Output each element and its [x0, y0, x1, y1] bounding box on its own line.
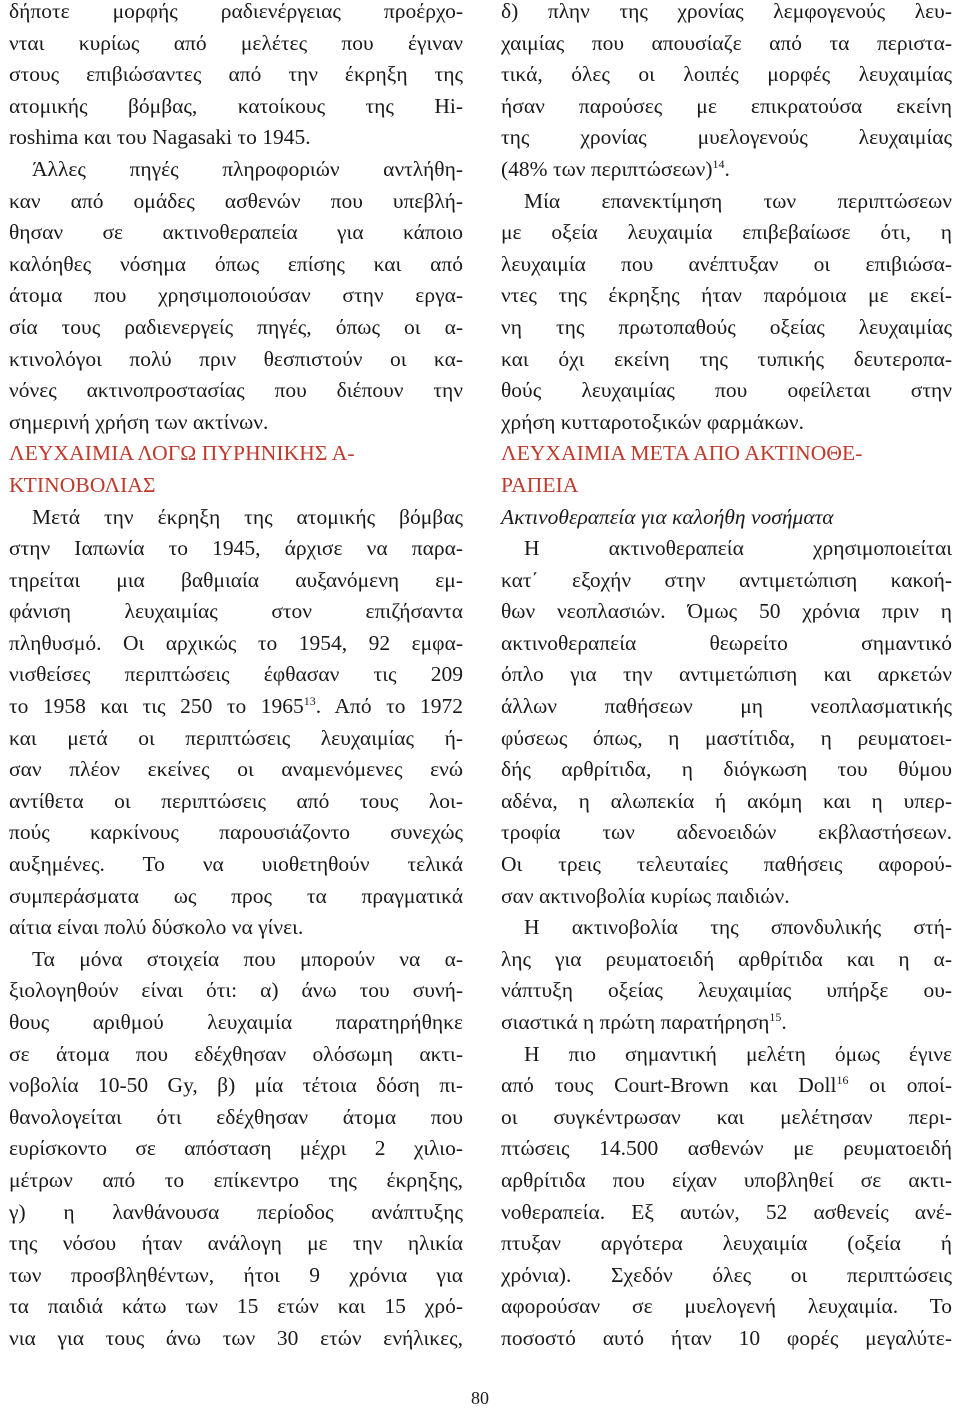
line-text: όπλο για την αντιμετώπιση και αρκετών: [501, 662, 952, 687]
footnote-ref: 16: [836, 1073, 849, 1088]
text-line: [501, 407, 952, 439]
text-line: [9, 1070, 463, 1102]
footnote-ref: 13: [303, 694, 316, 709]
text-line: [501, 217, 952, 249]
text-line: [9, 975, 463, 1007]
line-text: ΡΑΠΕΙΑ: [501, 472, 579, 497]
line-text: φύσεως όπως, η μαστίτιδα, η ρευματοει-: [501, 725, 952, 750]
line-text: λευχαιμία που ανέπτυξαν οι επιβιώσα-: [501, 251, 952, 276]
text-line: [9, 59, 463, 91]
line-text: κατ΄ εξοχήν στην αντιμετώπιση κακοή-: [501, 567, 952, 592]
line-text: μέτρων από το επίκεντρο της έκρηξης,: [9, 1167, 463, 1192]
line-text: Η πιο σημαντική μελέτη όμως έγινε: [524, 1041, 952, 1066]
text-line: [501, 122, 952, 154]
text-line: [9, 754, 463, 786]
line-text: στην Ιαπωνία το 1945, άρχισε να παρα-: [9, 536, 463, 561]
line-text: πτώσεις 14.500 ασθενών με ρευματοειδή: [501, 1136, 952, 1161]
text-line: [9, 407, 463, 439]
line-text: αφορούσαν σε μυελογενή λευχαιμία. Το: [501, 1294, 952, 1319]
line-text: roshima και του Nagasaki το 1945.: [9, 125, 311, 150]
text-line: [501, 912, 952, 944]
text-line: [9, 502, 463, 534]
text-line: [501, 881, 952, 913]
text-line: [9, 849, 463, 881]
text-line: [501, 91, 952, 123]
text-line: [9, 28, 463, 60]
line-text: καλόηθες νόσημα όπως επίσης και από: [9, 251, 463, 276]
text-line: [501, 154, 952, 186]
text-line: [9, 912, 463, 944]
text-line: [501, 1133, 952, 1165]
line-text: τικά, όλες οι λοιπές μορφές λευχαιμίας: [501, 62, 952, 87]
text-line: [501, 723, 952, 755]
text-line: [9, 691, 463, 723]
text-line: [9, 217, 463, 249]
page-number: 80: [471, 1388, 489, 1408]
text-line: [9, 881, 463, 913]
line-text: νη της πρωτοπαθούς οξείας λευχαιμίας: [501, 314, 952, 339]
text-line: [501, 533, 952, 565]
line-text: στους επιβιώσαντες από την έκρηξη της: [9, 62, 463, 87]
line-text: και μετά οι περιπτώσεις λευχαιμίας ή-: [9, 725, 463, 750]
text-line: [501, 312, 952, 344]
line-text-continued: .: [724, 156, 730, 181]
text-line: [501, 1102, 952, 1134]
text-line: [501, 944, 952, 976]
line-text: της χρονίας μυελογενούς λευχαιμίας: [501, 125, 952, 150]
text-line: [9, 1291, 463, 1323]
text-line: [501, 249, 952, 281]
text-line: [501, 1039, 952, 1071]
footnote-ref: 15: [769, 1010, 782, 1024]
section-heading: [501, 438, 952, 470]
line-text: άτομα που χρησιμοποιούσαν στην εργα-: [9, 283, 463, 308]
line-text: δ) πλην της χρονίας λεμφογενούς λευ-: [501, 0, 952, 23]
line-text: καν από ομάδες ασθενών που υπεβλή-: [9, 188, 463, 213]
text-line: [501, 280, 952, 312]
text-line: [501, 1070, 952, 1102]
section-heading: [9, 470, 463, 502]
line-text: ποσοστό αυτό ήταν 10 φορές μεγαλύτε-: [501, 1325, 952, 1350]
line-text: θησαν σε ακτινοθεραπεία για κάποιο: [9, 220, 463, 245]
line-text: νια για τους άνω των 30 ετών ενήλικες,: [9, 1325, 463, 1350]
line-text: νοθεραπεία. Εξ αυτών, 52 ασθενείς ανέ-: [501, 1199, 952, 1224]
text-line: [501, 1260, 952, 1292]
text-line: [9, 944, 463, 976]
text-line: [9, 1228, 463, 1260]
text-line: [9, 1197, 463, 1229]
line-text: αδένα, η αλωπεκία ή ακόμη και η υπερ-: [501, 788, 952, 813]
line-text: ξιολογηθούν είναι ότι: α) άνω του συνή-: [9, 978, 463, 1003]
text-line: [9, 817, 463, 849]
section-heading: [501, 470, 952, 502]
line-text: λης για ρευματοειδή αρθρίτιδα και η α-: [501, 946, 952, 971]
text-line: [9, 1133, 463, 1165]
text-line: [9, 533, 463, 565]
text-line: [9, 786, 463, 818]
text-line: [9, 280, 463, 312]
text-line: [501, 628, 952, 660]
line-text: θούς λευχαιμίας που οφείλεται στην: [501, 378, 952, 403]
text-line: [9, 723, 463, 755]
text-line: [9, 1102, 463, 1134]
text-line: [9, 1260, 463, 1292]
line-text: συμπεράσματα ως προς τα πραγματικά: [9, 883, 463, 908]
text-line: [9, 344, 463, 376]
text-line: [501, 375, 952, 407]
line-text: πούς καρκίνους παρουσιάζοντο συνεχώς: [9, 820, 463, 845]
line-text: Μετά την έκρηξη της ατομικής βόμβας: [32, 504, 463, 529]
line-text-continued: . Από το 1972: [315, 694, 463, 719]
line-text: Τα μόνα στοιχεία που μπορούν να α-: [32, 946, 463, 971]
line-text: δήποτε μορφής ραδιενέργειας προέρχο-: [9, 0, 463, 23]
text-line: [501, 1291, 952, 1323]
text-line: [9, 249, 463, 281]
line-text: σιαστικά η πρώτη παρατήρηση: [501, 1010, 770, 1034]
line-text: ακτινοθεραπεία θεωρείτο σημαντικό: [501, 630, 952, 655]
line-text: τηρείται μια βαθμιαία αυξανόμενη εμ-: [9, 567, 463, 592]
line-text: και όχι εκείνη της τυπικής δευτεροπα-: [501, 346, 952, 371]
line-text: αρθρίτιδα που είχαν υποβληθεί σε ακτι-: [501, 1167, 952, 1192]
text-line: [501, 59, 952, 91]
line-text: Οι τρεις τελευταίες παθήσεις αφορού-: [501, 852, 952, 877]
text-line: [501, 1197, 952, 1229]
text-line: [501, 849, 952, 881]
line-text: (48% των περιπτώσεων): [501, 156, 713, 181]
text-line: [9, 312, 463, 344]
footnote-ref: 14: [712, 156, 725, 171]
line-text: δής αρθρίτιδα, η διόγκωση του θύμου: [501, 757, 952, 782]
line-text: σαν ακτινοβολία κυρίως παιδιών.: [501, 883, 790, 908]
line-text: κτινολόγοι πολύ πριν θεσπιστούν οι κα-: [9, 346, 463, 371]
text-line: [9, 565, 463, 597]
line-text: αυξημένες. Το να υιοθετηθούν τελικά: [9, 852, 463, 877]
line-text: θους αριθμού λευχαιμία παρατηρήθηκε: [9, 1010, 463, 1034]
text-line: [9, 154, 463, 186]
line-text: ευρίσκοντο σε απόσταση μέχρι 2 χιλιο-: [9, 1136, 463, 1161]
text-line: [9, 1323, 463, 1355]
text-line: [501, 565, 952, 597]
text-line: [9, 375, 463, 407]
text-line: [501, 0, 952, 28]
line-text: Η ακτινοβολία της σπονδυλικής στή-: [524, 915, 952, 940]
text-line: [501, 786, 952, 818]
text-line: [501, 344, 952, 376]
text-line: [501, 659, 952, 691]
line-text: Ακτινοθεραπεία για καλοήθη νοσήματα: [501, 504, 834, 529]
line-text: φάνιση λευχαιμίας στον επιζήσαντα: [9, 599, 463, 624]
line-text: τροφία των αδενοειδών εκβλαστήσεων.: [501, 820, 952, 845]
line-text-continued: οι οποί-: [848, 1073, 952, 1098]
line-text: νόνες ακτινοπροστασίας που διέπουν την: [9, 378, 463, 403]
line-text: σαν πλέον εκείνες οι αναμενόμενες ενώ: [9, 757, 463, 782]
text-line: [9, 0, 463, 28]
line-text: της νόσου ήταν ανάλογη με την ηλικία: [9, 1231, 463, 1256]
line-text: νοβολία 10-50 Gy, β) μία τέτοια δόση πι-: [9, 1073, 463, 1098]
text-line: [501, 1323, 952, 1355]
line-text: το 1958 και τις 250 το 1965: [9, 694, 304, 719]
text-line: [9, 1165, 463, 1197]
line-text-continued: .: [781, 1010, 787, 1034]
text-line: [501, 754, 952, 786]
text-line: [501, 28, 952, 60]
line-text: χαιμίας που απουσίαζε από τα περιστα-: [501, 30, 952, 55]
line-text: νται κυρίως από μελέτες που έγιναν: [9, 30, 463, 55]
line-text: αντίθετα οι περιπτώσεις από τους λοι-: [9, 788, 463, 813]
line-text: Η ακτινοθεραπεία χρησιμοποιείται: [524, 536, 952, 561]
line-text: θανολογείται ότι εδέχθησαν άτομα που: [9, 1104, 463, 1129]
text-line: [501, 1007, 952, 1039]
line-text: γ) η λανθάνουσα περίοδος ανάπτυξης: [9, 1199, 463, 1224]
text-line: [9, 659, 463, 691]
section-heading: [9, 438, 463, 470]
text-line: [501, 596, 952, 628]
text-line: [9, 1039, 463, 1071]
text-line: [9, 596, 463, 628]
line-text: σία τους ραδιενεργείς πηγές, όπως οι α-: [9, 314, 463, 339]
text-line: [501, 1228, 952, 1260]
line-text: ΛΕΥΧΑΙΜΙΑ ΜΕΤΑ ΑΠΟ ΑΚΤΙΝΟΘΕ-: [501, 441, 863, 466]
line-text: Μία επανεκτίμηση των περιπτώσεων: [524, 188, 952, 213]
text-line: [9, 1007, 463, 1039]
line-text: σε άτομα που εδέχθησαν ολόσωμη ακτι-: [9, 1041, 463, 1066]
line-text: ατομικής βόμβας, κατοίκους της Hi-: [9, 93, 463, 118]
line-text: νισθείσες περιπτώσεις έφθασαν τις 209: [9, 662, 463, 687]
line-text: ΛΕΥΧΑΙΜΙΑ ΛΟΓΩ ΠΥΡΗΝΙΚΗΣ Α-: [9, 441, 355, 466]
line-text: αίτια είναι πολύ δύσκολο να γίνει.: [9, 915, 304, 940]
line-text: χρήση κυτταροτοξικών φαρμάκων.: [501, 409, 804, 434]
line-text: ήσαν παρούσες με επικρατούσα εκείνη: [501, 93, 952, 118]
text-line: [501, 975, 952, 1007]
line-text: των προσβληθέντων, ήτοι 9 χρόνια για: [9, 1262, 463, 1287]
line-text: πτυξαν αργότερα λευχαιμία (οξεία ή: [501, 1231, 952, 1256]
text-line: [9, 122, 463, 154]
line-text: χρόνια). Σχεδόν όλες οι περιπτώσεις: [501, 1262, 952, 1287]
line-text: από τους Court-Brown και Doll: [501, 1073, 837, 1098]
text-line: [9, 186, 463, 218]
line-text: Άλλες πηγές πληροφοριών αντλήθη-: [32, 156, 463, 181]
line-text: πληθυσμό. Οι αρχικώς το 1954, 92 εμφα-: [9, 630, 463, 655]
line-text: ΚΤΙΝΟΒΟΛΙΑΣ: [9, 472, 156, 497]
line-text: με οξεία λευχαιμία επιβεβαίωσε ότι, η: [501, 220, 952, 245]
text-line: [501, 691, 952, 723]
subsection-heading: [501, 502, 952, 534]
text-line: [501, 186, 952, 218]
line-text: σημερινή χρήση των ακτίνων.: [9, 409, 269, 434]
left-column: [9, 0, 463, 1355]
line-text: νάπτυξη οξείας λευχαιμίας υπήρξε ου-: [501, 978, 952, 1003]
line-text: θων νεοπλασιών. Όμως 50 χρόνια πριν η: [501, 599, 952, 624]
line-text: ντες της έκρηξης ήταν παρόμοια με εκεί-: [501, 283, 952, 308]
text-line: [9, 91, 463, 123]
text-line: [9, 628, 463, 660]
right-column: [501, 0, 952, 1355]
text-line: [501, 817, 952, 849]
line-text: άλλων παθήσεων μη νεοπλασματικής: [501, 694, 952, 719]
text-line: [501, 1165, 952, 1197]
line-text: τα παιδιά κάτω των 15 ετών και 15 χρό-: [9, 1294, 463, 1319]
line-text: οι συγκέντρωσαν και μελέτησαν περι-: [501, 1104, 952, 1129]
